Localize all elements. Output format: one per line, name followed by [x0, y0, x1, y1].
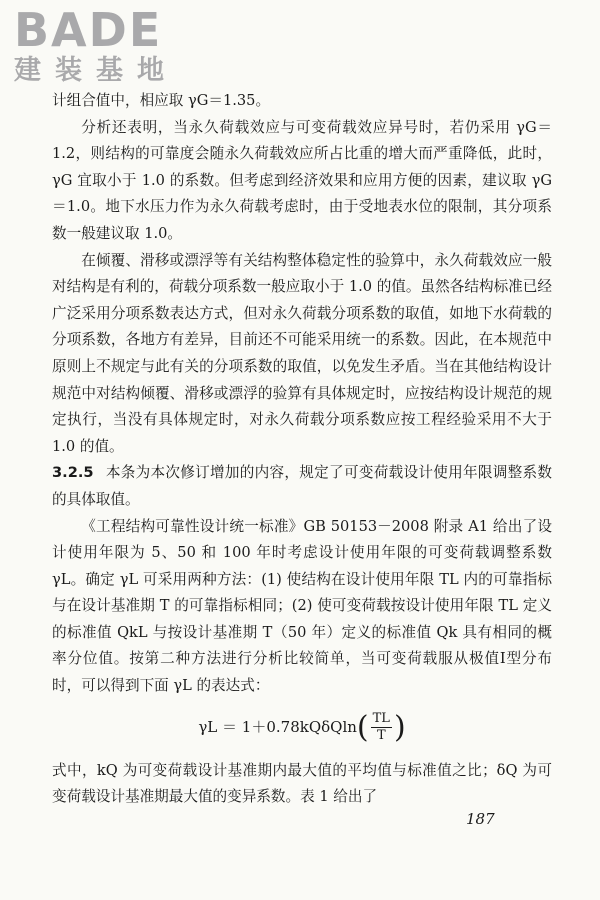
formula-lhs: γL ＝ 1＋0.78kQδQln [198, 718, 357, 737]
paragraph-stability: 在倾覆、滑移或漂浮等有关结构整体稳定性的验算中，永久荷载效应一般对结构是有利的，荷载分项系数一般应取小于 1.0 的值。虽然各结构标准已经广泛采用分项系数表达方式，但对永久荷载分项系数的取值，如地下水荷载的分项系数，各地方有差异，目前还不可能采用统一的系数。因此，在本规范中原则上不规定与此有关的分项系数的取值，以免发生矛盾。当在其他结构设计规范中对结构倾覆、滑移或漂浮的验算有具体规定时，应按结构设计规范的规定执行，当没有具体规定时，对永久荷载分项系数应按工程经验采用不大于 1.0 的值。 [52, 251, 552, 455]
section-text: 本条为本次修订增加的内容，规定了可变荷载设计使用年限调整系数的具体取值。 [52, 464, 552, 508]
page-content [52, 88, 552, 811]
logo-subtitle: 建装基地 [14, 55, 178, 86]
formula-close-paren: ) [393, 709, 406, 745]
section-number: 3.2.5 [52, 464, 94, 482]
logo-brand: BADE [14, 3, 163, 57]
paragraph-formula-explanation: 式中，kQ 为可变荷载设计基准期内最大值的平均值与标准值之比；δQ 为可变荷载设计基准期最大值的变异系数。表 1 给出了 [52, 761, 552, 806]
formula-fraction [371, 711, 392, 744]
paragraph-analysis: 分析还表明，当永久荷载效应与可变荷载效应异号时，若仍采用 γG＝1.2，则结构的可靠度会随永久荷载效应所占比重的增大而严重降低，此时，γG 宜取小于 1.0 的系数。但考虑到经济效果和应用方便的因素，建议取 γG＝1.0。地下水压力作为永久荷载考虑时，由于受地表水位的限制，其分项系数一般建议取 1.0。 [52, 118, 552, 242]
paragraph-standard: 《工程结构可靠性设计统一标准》GB 50153－2008 附录 A1 给出了设计使用年限为 5、50 和 100 年时考虑设计使用年限的可变荷载调整系数 γL。确定 γL 可采用两种方法：(1) 使结构在设计使用年限 TL 内的可靠指标与在设计基准期 T 的可靠指标相同；(2) 使可变荷载按设计使用年限 TL 定义的标准值 QkL 与按设计基准期 T（50 年）定义的标准值 Qk 具有相同的概率分位值。按第二种方法进行分析比较简单，当可变荷载服从极值Ⅰ型分布时，可以得到下面 γL 的表达式： [52, 517, 552, 695]
section-3-2-5 [52, 460, 552, 513]
page-number: 187 [466, 810, 495, 828]
formula-open-paren: ( [356, 709, 369, 745]
formula [52, 704, 552, 752]
logo [14, 3, 178, 86]
formula-denominator: T [376, 728, 386, 744]
formula-numerator: TL [372, 711, 390, 727]
paragraph-continuation: 计组合值中，相应取 γG＝1.35。 [52, 92, 271, 109]
